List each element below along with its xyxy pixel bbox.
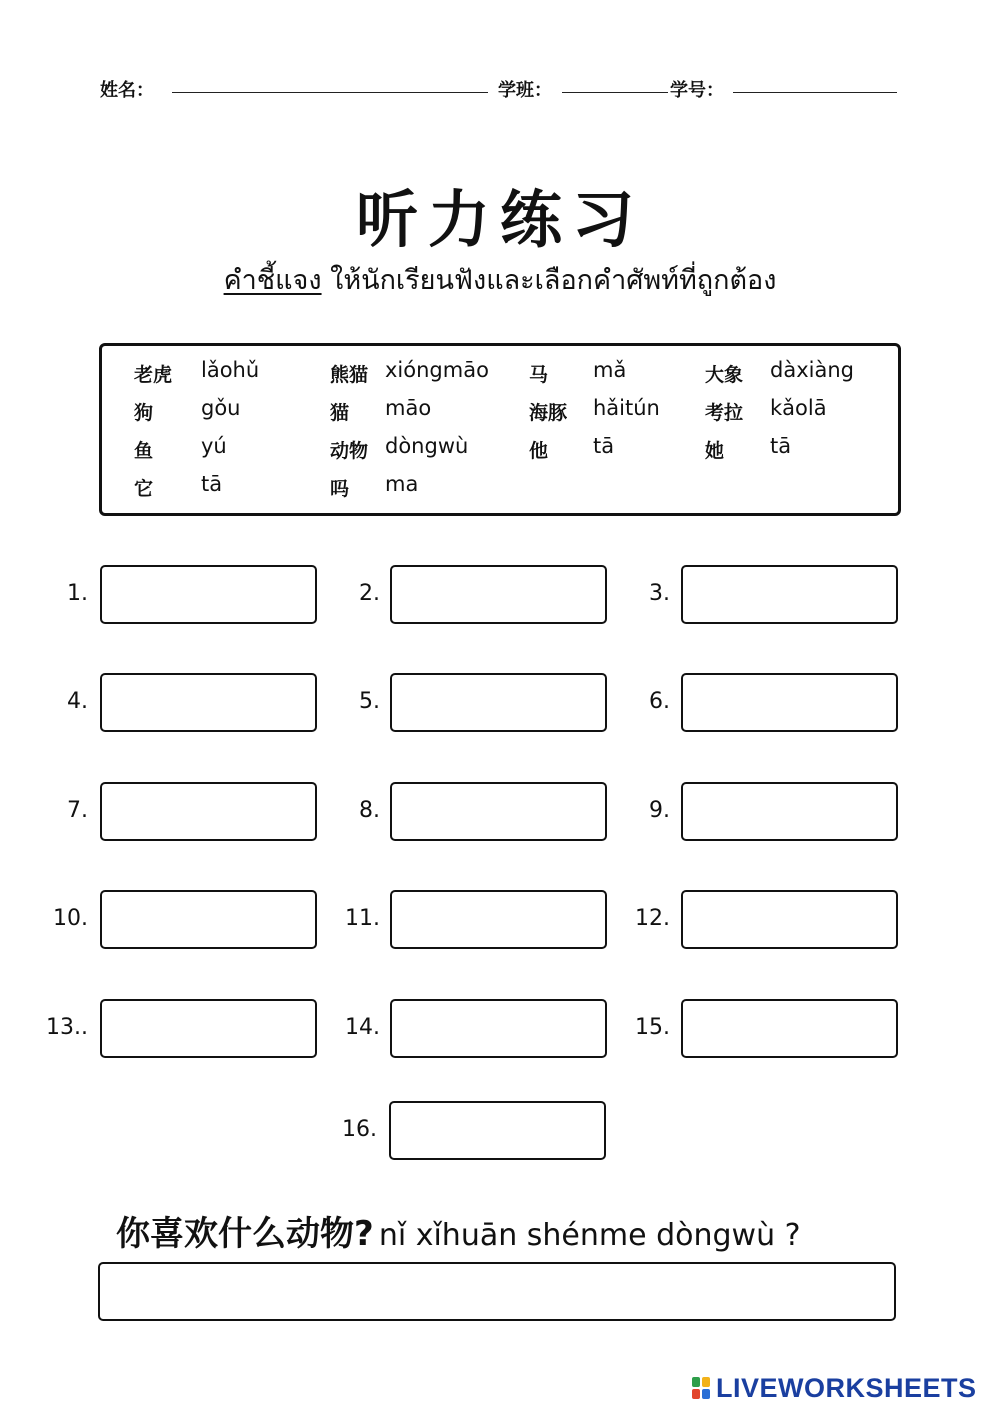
question-answer-box[interactable] (98, 1262, 896, 1321)
vocab-hanzi: 动物 (330, 440, 369, 462)
question-hanzi: 你喜欢什么动物? (116, 1214, 374, 1254)
vocab-hanzi: 狗 (134, 402, 154, 424)
question-pinyin: nǐ xǐhuān shénme dòngwù ? (378, 1218, 801, 1253)
name-line[interactable] (172, 92, 488, 93)
answer-box[interactable] (100, 999, 317, 1058)
answer-number: 8. (359, 798, 380, 823)
answer-number: 12. (635, 906, 670, 931)
vocab-pinyin: gǒu (201, 396, 241, 420)
vocab-pinyin: tā (201, 472, 223, 496)
vocab-hanzi: 鱼 (134, 440, 154, 462)
instruction-lead: คำชี้แจง (223, 265, 322, 296)
answer-box[interactable] (100, 565, 317, 624)
answer-number: 9. (649, 798, 670, 823)
vocab-pinyin: yú (201, 434, 227, 458)
student-number-line[interactable] (733, 92, 897, 93)
vocab-hanzi: 他 (529, 440, 549, 462)
answer-box[interactable] (681, 673, 898, 732)
answer-number: 3. (649, 581, 670, 606)
vocab-pinyin: tā (770, 434, 792, 458)
class-label: 学班： (498, 80, 552, 101)
vocab-pinyin: kǎolā (770, 396, 827, 420)
vocab-hanzi: 她 (705, 440, 725, 462)
student-number-label: 学号： (670, 80, 724, 101)
vocab-hanzi: 吗 (330, 478, 350, 500)
vocab-pinyin: tā (593, 434, 615, 458)
vocab-pinyin: hǎitún (593, 396, 660, 420)
answer-box[interactable] (681, 890, 898, 949)
answer-box[interactable] (100, 890, 317, 949)
answer-number: 6. (649, 689, 670, 714)
vocab-pinyin: mǎ (593, 358, 627, 382)
answer-number: 11. (345, 906, 380, 931)
vocab-pinyin: dòngwù (385, 434, 469, 458)
answer-box[interactable] (681, 999, 898, 1058)
answer-box[interactable] (390, 673, 607, 732)
vocab-pinyin: māo (385, 396, 432, 420)
vocab-pinyin: lǎohǔ (201, 358, 260, 382)
vocab-hanzi: 猫 (330, 402, 350, 424)
question (116, 1206, 801, 1255)
answer-number: 7. (67, 798, 88, 823)
answer-number: 14. (345, 1015, 380, 1040)
instruction-text: ให้นักเรียนฟังและเลือกคำศัพท์ที่ถูกต้อง (321, 265, 777, 296)
answer-box[interactable] (390, 999, 607, 1058)
answer-box[interactable] (389, 1101, 606, 1160)
vocab-hanzi: 海豚 (529, 402, 568, 424)
instruction (0, 258, 1000, 301)
vocab-hanzi: 马 (529, 364, 549, 386)
name-label: 姓名： (100, 80, 154, 101)
vocab-hanzi: 熊猫 (330, 364, 369, 386)
class-line[interactable] (562, 92, 668, 93)
answer-number: 5. (359, 689, 380, 714)
answer-number: 4. (67, 689, 88, 714)
vocab-pinyin: dàxiàng (770, 358, 854, 382)
answer-box[interactable] (681, 565, 898, 624)
answer-number: 13.. (46, 1015, 88, 1040)
vocab-hanzi: 它 (134, 478, 154, 500)
answer-box[interactable] (100, 782, 317, 841)
answer-number: 15. (635, 1015, 670, 1040)
vocab-hanzi: 考拉 (705, 402, 744, 424)
liveworksheets-logo-icon (692, 1377, 712, 1401)
answer-number: 1. (67, 581, 88, 606)
brand-name[interactable]: LIVEWORKSHEETS (716, 1373, 977, 1403)
answer-number: 10. (53, 906, 88, 931)
vocab-pinyin: ma (385, 472, 419, 496)
answer-box[interactable] (390, 890, 607, 949)
answer-box[interactable] (390, 782, 607, 841)
vocab-hanzi: 老虎 (134, 364, 173, 386)
answer-number: 2. (359, 581, 380, 606)
vocab-pinyin: xióngmāo (385, 358, 489, 382)
answer-box[interactable] (681, 782, 898, 841)
answer-number: 16. (342, 1117, 377, 1142)
answer-box[interactable] (390, 565, 607, 624)
answer-box[interactable] (100, 673, 317, 732)
page-title: 听力练习 (355, 183, 644, 256)
vocab-hanzi: 大象 (705, 364, 744, 386)
